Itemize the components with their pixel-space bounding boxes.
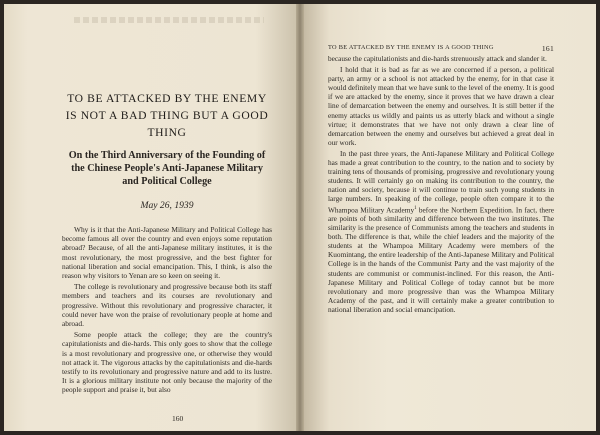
paragraph: The college is revolutionary and progressive because both its staff members and teachers and its courses are revolutionary and progressive. Without this revolutionary and progressive character, it could never have won the praise of revolutionary people at home and abroad. <box>62 282 272 329</box>
article-date: May 26, 1939 <box>140 200 194 211</box>
paragraph: because the capitulationists and die-hards strenuously attack and slander it. <box>328 54 547 63</box>
article-opening <box>62 90 272 395</box>
paragraph-text: In the past three years, the Anti-Japanese Military and Political College has made a great contribution to the country, to the nation and to society by training tens of thousands of promising, progressive and revolutionary young students. It will certainly go on making its contribution to the country, the nation and society, because it will continue to train such young students in large numbers. In speaking of the college, people often compare it to the Whampoa Military Academy <box>328 148 554 214</box>
left-page <box>4 4 300 431</box>
article-title: TO BE ATTACKED BY THE ENEMY IS NOT A BAD THING BUT A GOOD THING <box>65 92 269 139</box>
running-header <box>328 44 554 53</box>
open-book <box>4 4 596 431</box>
paragraph: Some people attack the college; they are the country's capitulationists and die-hards. This only goes to show that the college is a most revolutionary and progressive one, or otherwise they would not attack it. The vigorous attacks by the capitulationists and die-hards testify to its revolutionary and progressive nature and add to its lustre. It is a glorious military institute not only because the majority of the people support and praise it, but also <box>62 330 272 395</box>
page-number: 160 <box>172 414 184 423</box>
article-subtitle: On the Third Anniversary of the Founding of the Chinese People's Anti-Japanese Military and Political College <box>68 150 266 187</box>
paragraph <box>328 149 554 314</box>
paragraph: Why is it that the Anti-Japanese Military and Political College has become famous all over the country and even enjoys some reputation abroad? Because, of all the anti-Japanese military institutes, it is the most revolutionary, the most progressive, and the best fighter for national liberation and social emancipation. This, I think, is also the reason why visitors to Yenan are so keen on seeing it. <box>62 225 272 281</box>
page-number: 161 <box>541 44 554 53</box>
footnote-mark: 1 <box>414 205 417 211</box>
paragraph: I hold that it is bad as far as we are concerned if a person, a political party, an army or a school is not attacked by the enemy, for in that case it would definitely mean that we have sunk to the level of the enemy. It is good if we are attacked by the enemy, since it proves that we have drawn a clear line of demarcation between the enemy and ourselves. It is still better if the enemy attacks us wildly and paints us as utterly black and without a single virtue; it demonstrates that we have not only drawn a clear line of demarcation between the enemy and ourselves but achieved a great deal in our work. <box>328 65 554 147</box>
article-continuation <box>328 54 554 314</box>
paragraph-text: before the Northern Expedition. In fact, there are points of both similarity and difference between the two institutes. The similarity is the presence of Communists among the teachers and students in both. The difference is that, while the chief leaders and the majority of the students at the Whampoa Military Academy were members of the Kuomintang, the entire leadership of the Anti-Japanese Military and Political College is in the hands of the Communist Party and the vast majority of the students are communist or communist-inclined. For this reason, the Anti-Japanese Military and Political College of today cannot but be more revolutionary and more progressive than was the Whampoa Military Academy of the past, and it will certainly make a greater contribution to national liberation and social emancipation. <box>328 204 554 314</box>
bleed-through-header <box>74 17 264 23</box>
right-page <box>300 4 596 431</box>
running-head-title: TO BE ATTACKED BY THE ENEMY IS A GOOD THING <box>328 44 494 51</box>
book-gutter <box>296 4 304 431</box>
